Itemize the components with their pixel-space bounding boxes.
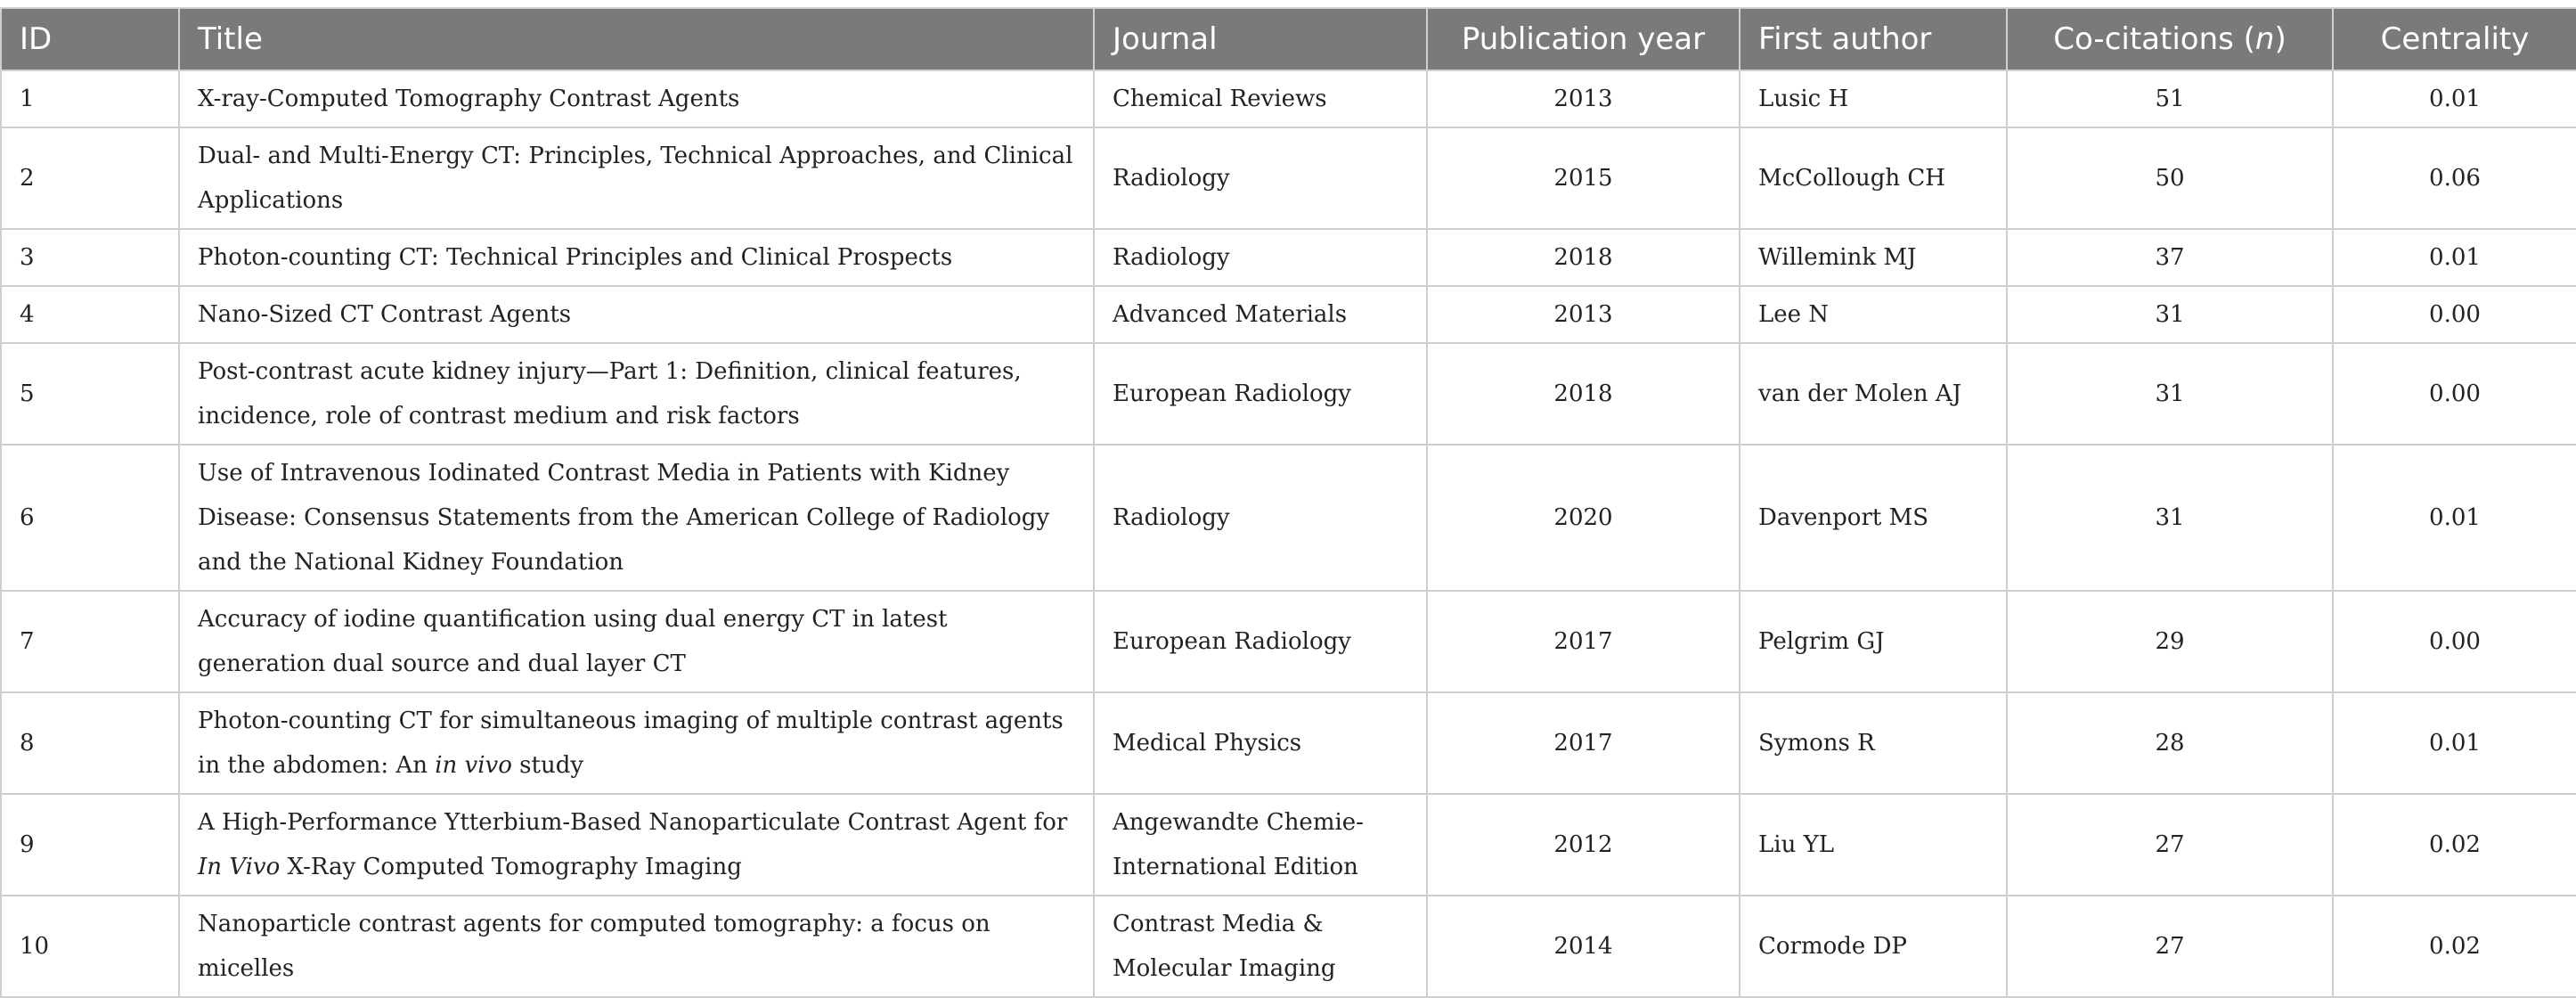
cell-title: Post-contrast acute kidney injury—Part 1: Definition, clinical features, incidence, role of contrast medium and risk factors: [179, 343, 1094, 445]
cell-year: 2015: [1427, 127, 1740, 229]
cell-title: A High-Performance Ytterbium-Based Nanoparticulate Contrast Agent for In Vivo X-Ray Computed Tomography Imaging: [179, 794, 1094, 896]
table-row: [1, 127, 2576, 229]
cell-year: 2014: [1427, 896, 1740, 997]
cell-author: Davenport MS: [1740, 445, 2007, 591]
cell-author: Symons R: [1740, 692, 2007, 794]
table-row: [1, 70, 2576, 127]
cell-title: Nanoparticle contrast agents for computed tomography: a focus on micelles: [179, 896, 1094, 997]
cell-journal: European Radiology: [1094, 591, 1427, 692]
cell-id: 10: [1, 896, 179, 997]
cell-centrality: 0.02: [2333, 896, 2576, 997]
cell-author: Lee N: [1740, 286, 2007, 343]
cell-year: 2017: [1427, 692, 1740, 794]
table-row: [1, 445, 2576, 591]
cell-co-citations: 28: [2007, 692, 2333, 794]
cell-author: Lusic H: [1740, 70, 2007, 127]
cell-year: 2017: [1427, 591, 1740, 692]
cell-centrality: 0.01: [2333, 445, 2576, 591]
cell-co-citations: 31: [2007, 445, 2333, 591]
cell-centrality: 0.00: [2333, 343, 2576, 445]
cell-year: 2020: [1427, 445, 1740, 591]
cell-journal: Medical Physics: [1094, 692, 1427, 794]
cell-journal: Angewandte Chemie-International Edition: [1094, 794, 1427, 896]
cell-author: Pelgrim GJ: [1740, 591, 2007, 692]
cell-centrality: 0.01: [2333, 229, 2576, 286]
cell-centrality: 0.06: [2333, 127, 2576, 229]
cell-year: 2018: [1427, 229, 1740, 286]
cell-id: 3: [1, 229, 179, 286]
cell-id: 4: [1, 286, 179, 343]
cell-title: Nano-Sized CT Contrast Agents: [179, 286, 1094, 343]
header-title: Title: [179, 8, 1094, 70]
header-first-author: First author: [1740, 8, 2007, 70]
table-row: [1, 343, 2576, 445]
cell-co-citations: 31: [2007, 286, 2333, 343]
cell-co-citations: 27: [2007, 794, 2333, 896]
co-citation-table: [0, 7, 2576, 998]
cell-author: Cormode DP: [1740, 896, 2007, 997]
cell-id: 7: [1, 591, 179, 692]
cell-year: 2013: [1427, 286, 1740, 343]
table-row: [1, 591, 2576, 692]
cell-year: 2013: [1427, 70, 1740, 127]
cell-id: 9: [1, 794, 179, 896]
cell-centrality: 0.01: [2333, 70, 2576, 127]
cell-id: 1: [1, 70, 179, 127]
header-co-citations: Co-citations (n): [2007, 8, 2333, 70]
cell-title: Use of Intravenous Iodinated Contrast Media in Patients with Kidney Disease: Consensus Statements from the American College of Radiology and the National Kidney Foundation: [179, 445, 1094, 591]
cell-year: 2012: [1427, 794, 1740, 896]
cell-journal: Radiology: [1094, 127, 1427, 229]
cell-co-citations: 29: [2007, 591, 2333, 692]
table-row: [1, 896, 2576, 997]
cell-co-citations: 27: [2007, 896, 2333, 997]
cell-co-citations: 50: [2007, 127, 2333, 229]
cell-journal: Contrast Media & Molecular Imaging: [1094, 896, 1427, 997]
header-centrality: Centrality: [2333, 8, 2576, 70]
cell-journal: Radiology: [1094, 229, 1427, 286]
header-journal: Journal: [1094, 8, 1427, 70]
cell-journal: European Radiology: [1094, 343, 1427, 445]
table-row: [1, 794, 2576, 896]
header-row: [1, 8, 2576, 70]
cell-id: 8: [1, 692, 179, 794]
cell-title: Photon-counting CT: Technical Principles and Clinical Prospects: [179, 229, 1094, 286]
cell-title: X-ray-Computed Tomography Contrast Agents: [179, 70, 1094, 127]
cell-journal: Radiology: [1094, 445, 1427, 591]
header-publication-year: Publication year: [1427, 8, 1740, 70]
table-row: [1, 229, 2576, 286]
cell-id: 6: [1, 445, 179, 591]
cell-author: McCollough CH: [1740, 127, 2007, 229]
cell-co-citations: 31: [2007, 343, 2333, 445]
cell-centrality: 0.02: [2333, 794, 2576, 896]
cell-id: 2: [1, 127, 179, 229]
cell-title: Photon-counting CT for simultaneous imaging of multiple contrast agents in the abdomen: An in vivo study: [179, 692, 1094, 794]
cell-journal: Advanced Materials: [1094, 286, 1427, 343]
cell-centrality: 0.01: [2333, 692, 2576, 794]
cell-co-citations: 51: [2007, 70, 2333, 127]
cell-author: van der Molen AJ: [1740, 343, 2007, 445]
cell-centrality: 0.00: [2333, 591, 2576, 692]
cell-centrality: 0.00: [2333, 286, 2576, 343]
cell-author: Willemink MJ: [1740, 229, 2007, 286]
cell-id: 5: [1, 343, 179, 445]
cell-co-citations: 37: [2007, 229, 2333, 286]
cell-journal: Chemical Reviews: [1094, 70, 1427, 127]
cell-author: Liu YL: [1740, 794, 2007, 896]
cell-title: Dual- and Multi-Energy CT: Principles, Technical Approaches, and Clinical Applications: [179, 127, 1094, 229]
header-id: ID: [1, 8, 179, 70]
table-row: [1, 692, 2576, 794]
table-row: [1, 286, 2576, 343]
cell-title: Accuracy of iodine quantification using dual energy CT in latest generation dual source and dual layer CT: [179, 591, 1094, 692]
cell-year: 2018: [1427, 343, 1740, 445]
